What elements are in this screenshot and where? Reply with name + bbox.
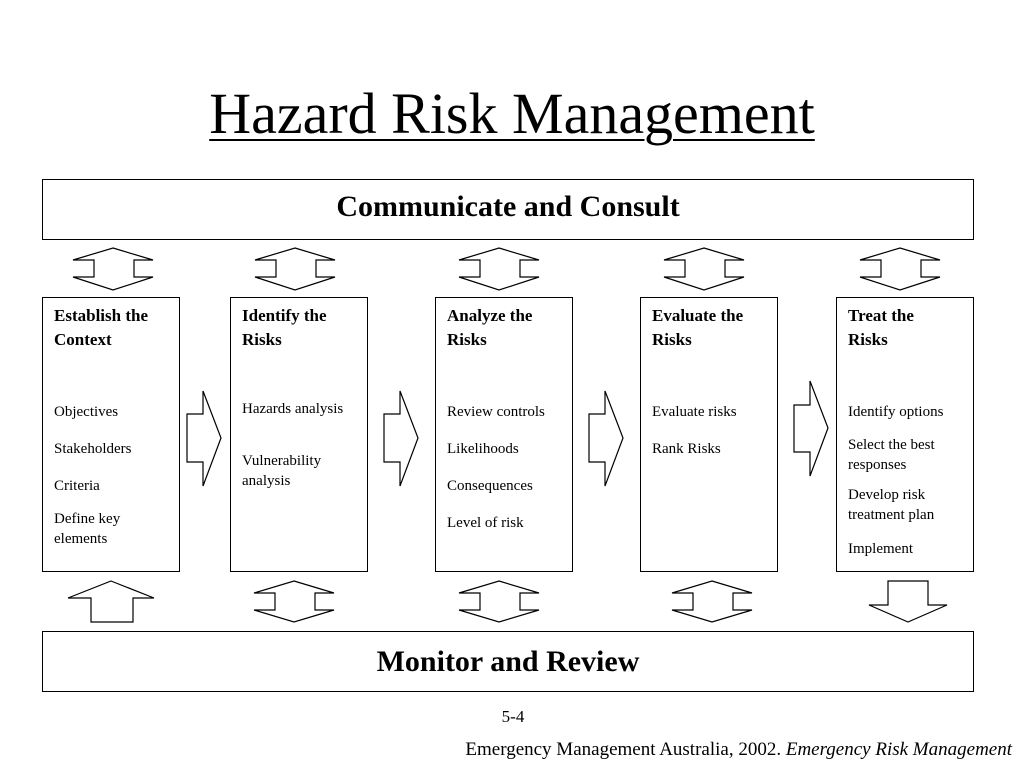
step-heading-line: Context bbox=[54, 330, 112, 349]
double-arrow-icon bbox=[254, 581, 334, 622]
step-item: Define key elements bbox=[54, 511, 121, 547]
step-item: Implement bbox=[848, 541, 913, 557]
step-item: Review controls bbox=[447, 404, 545, 420]
right-arrow-icon bbox=[589, 391, 623, 486]
citation bbox=[465, 739, 1012, 761]
step-heading-line: Identify the bbox=[242, 306, 327, 325]
step-heading-line: Risks bbox=[848, 330, 888, 349]
step-item: Criteria bbox=[54, 478, 100, 494]
step-heading-line: Analyze the bbox=[447, 306, 533, 325]
step-item: Likelihoods bbox=[447, 441, 519, 457]
step-item: Stakeholders bbox=[54, 441, 132, 457]
right-arrow-icon bbox=[384, 391, 418, 486]
citation-source: Emergency Management Australia, 2002. bbox=[465, 739, 782, 760]
double-arrow-icon bbox=[672, 581, 752, 622]
step-item: Rank Risks bbox=[652, 441, 721, 457]
step-heading-line: Establish the bbox=[54, 306, 148, 325]
step-item: Objectives bbox=[54, 404, 119, 420]
step-heading-line: Risks bbox=[242, 330, 282, 349]
double-arrow-icon bbox=[664, 248, 744, 290]
double-arrow-icon bbox=[459, 581, 539, 622]
step-item: Consequences bbox=[447, 478, 533, 494]
step-heading-line: Risks bbox=[652, 330, 692, 349]
double-arrow-icon bbox=[860, 248, 940, 290]
citation-work: Emergency Risk Management bbox=[785, 739, 1012, 760]
up-arrow-icon bbox=[68, 581, 154, 622]
down-arrow-icon bbox=[869, 581, 947, 622]
right-arrow-icon bbox=[187, 391, 221, 486]
step-heading-line: Evaluate the bbox=[652, 306, 744, 325]
page-number: 5-4 bbox=[501, 707, 525, 726]
right-arrow-icon bbox=[794, 381, 828, 476]
double-arrow-icon bbox=[459, 248, 539, 290]
step-heading-line: Treat the bbox=[848, 306, 914, 325]
step-item: Vulnerability analysis bbox=[242, 453, 322, 489]
step-item: Level of risk bbox=[447, 515, 524, 531]
step-item: Evaluate risks bbox=[652, 404, 737, 420]
communicate-consult-banner: Communicate and Consult bbox=[42, 179, 974, 240]
slide-title-text: Hazard Risk Management bbox=[209, 81, 815, 146]
monitor-review-banner: Monitor and Review bbox=[42, 631, 974, 692]
double-arrow-icon bbox=[73, 248, 153, 290]
step-item: Select the best responses bbox=[848, 437, 935, 473]
step-item: Develop risk treatment plan bbox=[848, 487, 935, 523]
step-item: Identify options bbox=[848, 404, 944, 420]
step-heading-line: Risks bbox=[447, 330, 487, 349]
double-arrow-icon bbox=[255, 248, 335, 290]
step-item: Hazards analysis bbox=[242, 401, 344, 417]
